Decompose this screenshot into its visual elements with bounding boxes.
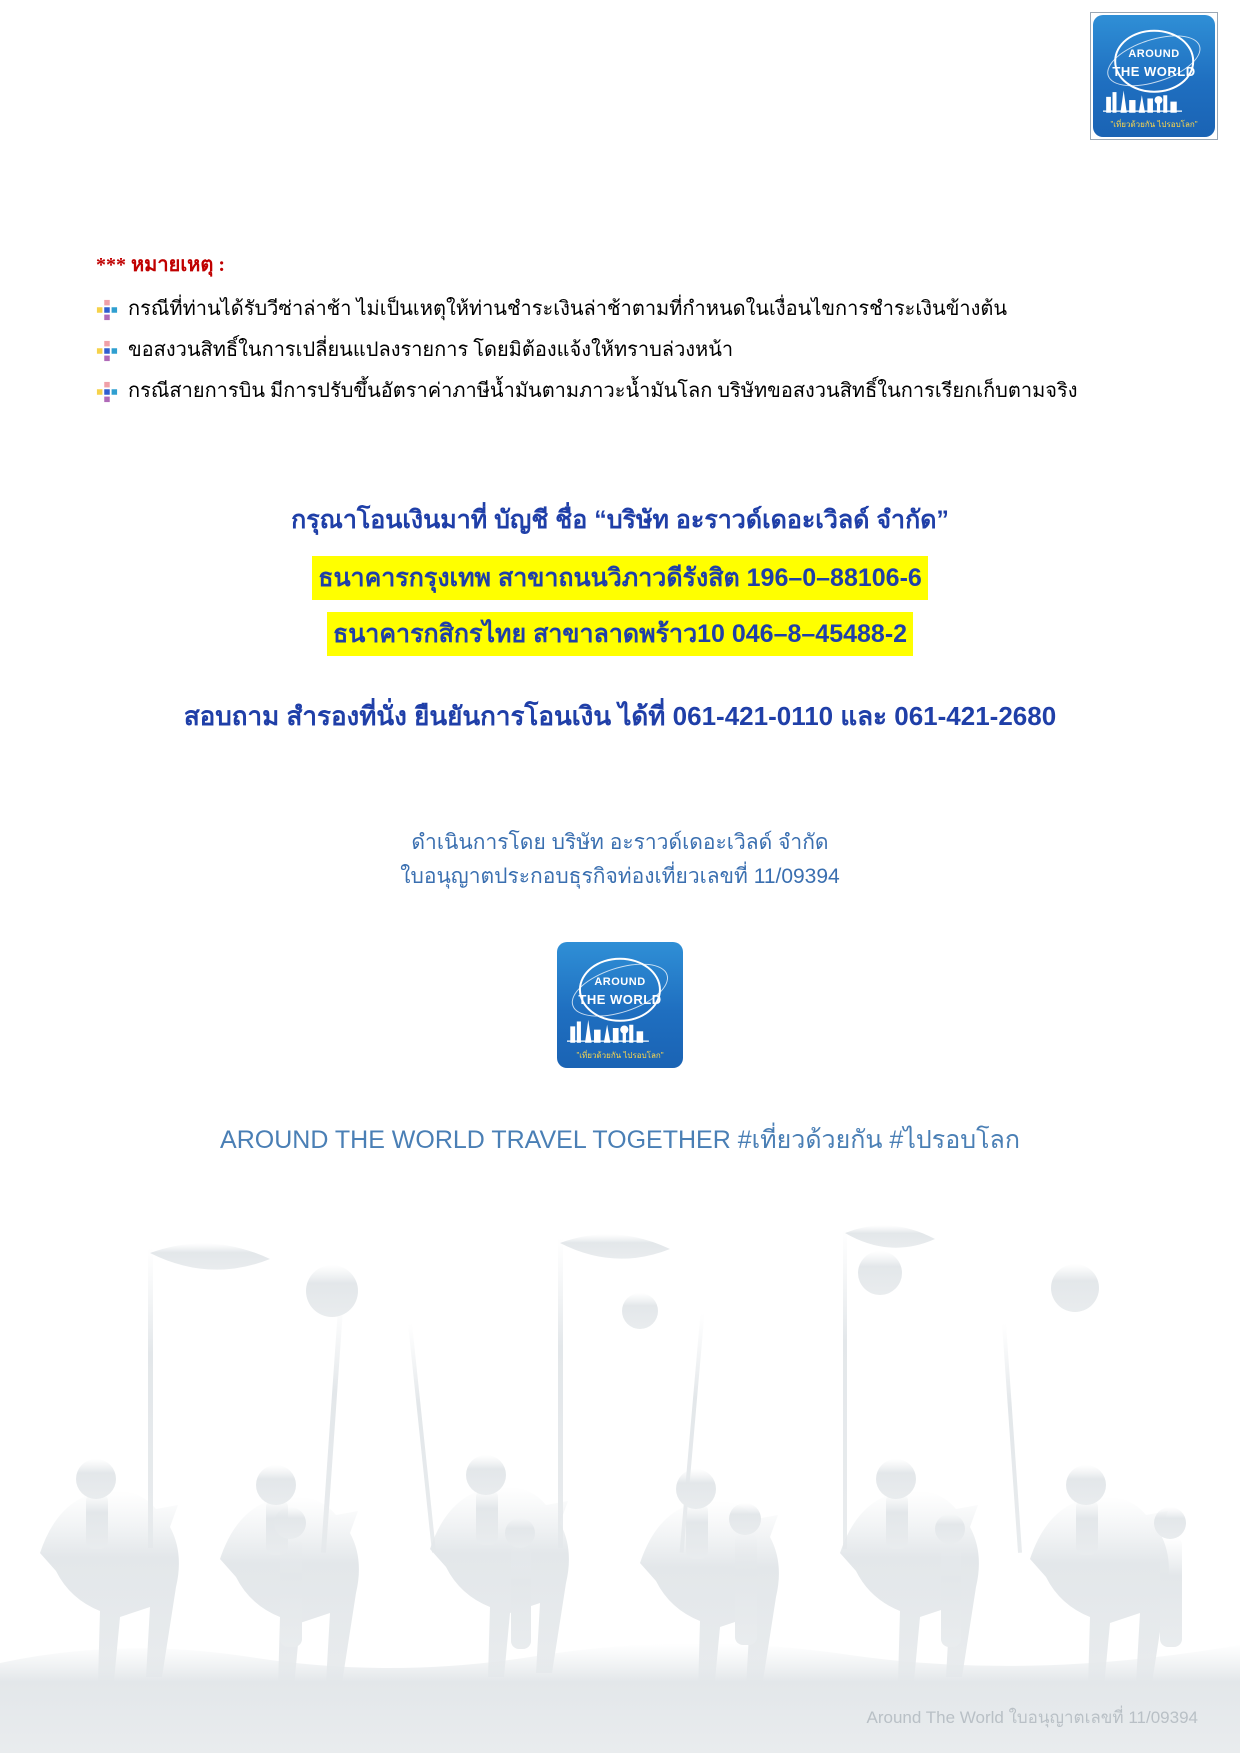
cross-bullet-icon xyxy=(96,381,118,403)
logo-word-around: AROUND xyxy=(594,976,646,989)
transfer-section xyxy=(0,500,1240,737)
note-text: ขอสงวนสิทธิ์ในการเปลี่ยนแปลงรายการ โดยมิต้องแจ้งให้ทราบล่วงหน้า xyxy=(128,339,734,361)
cross-bullet-icon xyxy=(96,299,118,321)
brand-logo-top-graphic xyxy=(1093,15,1215,137)
skyline-icon xyxy=(567,1010,649,1043)
brand-logo-bottom xyxy=(555,940,685,1070)
brand-logo-bottom-graphic xyxy=(557,942,683,1068)
footer-silhouette-art xyxy=(0,1193,1240,1753)
note-item xyxy=(96,337,1156,364)
notes-section xyxy=(96,248,1156,419)
notes-title: *** หมายเหตุ : xyxy=(96,254,225,276)
logo-tagline: "เที่ยวด้วยกัน ไปรอบโลก" xyxy=(576,1050,664,1060)
skyline-icon xyxy=(1103,81,1182,113)
note-item xyxy=(96,378,1156,405)
cavalry-silhouette-icon xyxy=(0,1193,1240,1753)
logo-word-theworld: THE WORLD xyxy=(1112,63,1196,79)
note-text: กรณีสายการบิน มีการปรับขึ้นอัตราค่าภาษีน้ำมันตามภาวะน้ำมันโลก บริษัทขอสงวนสิทธิ์ในการเรียกเก็บตามจริง xyxy=(128,380,1078,402)
operator-license: ใบอนุญาตประกอบธุรกิจท่องเที่ยวเลขที่ 11/09394 xyxy=(400,864,840,888)
logo-word-around: AROUND xyxy=(1128,47,1180,60)
logo-tagline: "เที่ยวด้วยกัน ไปรอบโลก" xyxy=(1110,119,1198,129)
transfer-heading: กรุณาโอนเงินมาที่ บัญชี ชื่อ “บริษัท อะราวด์เดอะเวิลด์ จำกัด” xyxy=(291,506,949,534)
bank-account-line: ธนาคารกสิกรไทย สาขาลาดพร้าว10 046–8–45488-2 xyxy=(327,612,913,656)
operator-section xyxy=(0,826,1240,893)
logo-word-theworld: THE WORLD xyxy=(578,992,662,1008)
brand-logo-top xyxy=(1090,12,1218,140)
note-text: กรณีที่ท่านได้รับวีซ่าล่าช้า ไม่เป็นเหตุให้ท่านชำระเงินล่าช้าตามที่กำหนดในเงื่อนไขการชำระเงินข้างต้น xyxy=(128,298,1008,320)
cross-bullet-icon xyxy=(96,340,118,362)
note-item xyxy=(96,296,1156,323)
footer-license-note: Around The World ใบอนุญาตเลขที่ 11/09394 xyxy=(866,1708,1198,1727)
brand-slogan: AROUND THE WORLD TRAVEL TOGETHER #เที่ยวด้วยกัน #ไปรอบโลก xyxy=(220,1126,1020,1154)
contact-line: สอบถาม สำรองที่นั่ง ยืนยันการโอนเงิน ได้ที่ 061-421-0110 และ 061-421-2680 xyxy=(183,701,1057,731)
operator-company: ดำเนินการโดย บริษัท อะราวด์เดอะเวิลด์ จำกัด xyxy=(411,831,829,854)
bank-account-line: ธนาคารกรุงเทพ สาขาถนนวิภาวดีรังสิต 196–0–88106-6 xyxy=(312,556,928,600)
